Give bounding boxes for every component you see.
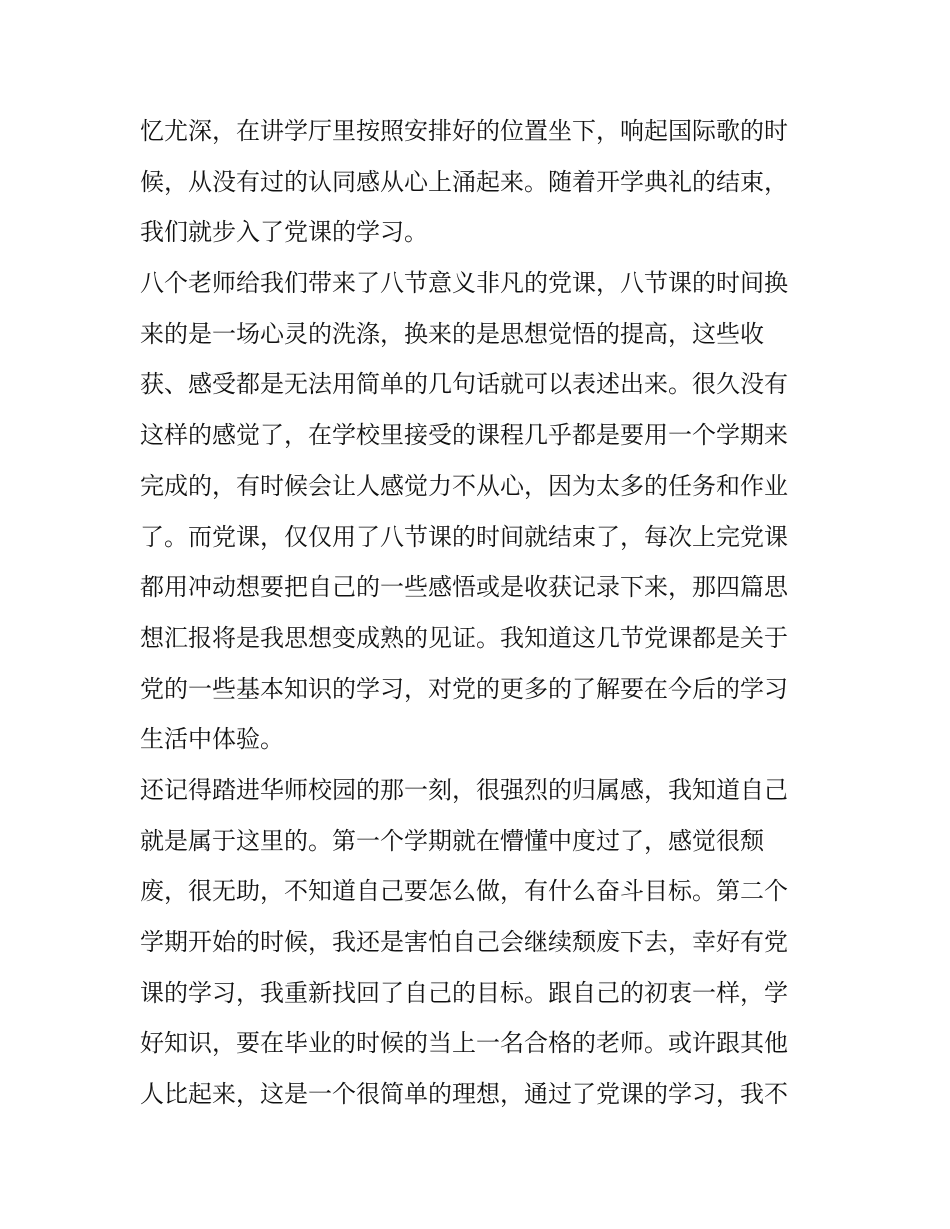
text-line: 候，从没有过的认同感从心上涌起来。随着开学典礼的结束， [140, 167, 788, 196]
text-line: 人比起来，这是一个很简单的理想，通过了党课的学习，我不 [140, 1080, 788, 1109]
text-line: 好知识，要在毕业的时候的当上一名合格的老师。或许跟其他 [140, 1029, 788, 1058]
text-line: 了。而党课，仅仅用了八节课的时间就结束了，每次上完党课 [140, 522, 788, 551]
text-line: 我们就步入了党课的学习。 [140, 218, 428, 247]
text-line: 学期开始的时候，我还是害怕自己会继续颓废下去，幸好有党 [140, 928, 788, 956]
body-text [140, 106, 820, 1120]
text-line: 课的学习，我重新找回了自己的目标。跟自己的初衷一样，学 [140, 978, 788, 1007]
text-line: 获、感受都是无法用简单的几句话就可以表述出来。很久没有 [140, 370, 788, 399]
text-line: 完成的，有时候会让人感觉力不从心，因为太多的任务和作业 [140, 471, 788, 500]
text-line: 八个老师给我们带来了八节意义非凡的党课，八节课的时间换 [140, 269, 788, 298]
text-line: 党的一些基本知识的学习，对党的更多的了解要在今后的学习 [140, 674, 788, 703]
text-line: 想汇报将是我思想变成熟的见证。我知道这几节党课都是关于 [140, 623, 788, 652]
text-line: 就是属于这里的。第一个学期就在懵懂中度过了，感觉很颓 [140, 826, 764, 855]
text-line: 还记得踏进华师校园的那一刻，很强烈的归属感，我知道自己 [140, 775, 788, 804]
text-line: 都用冲动想要把自己的一些感悟或是收获记录下来，那四篇思 [140, 573, 788, 602]
text-line: 来的是一场心灵的洗涤，换来的是思想觉悟的提高，这些收 [140, 319, 764, 348]
text-line: 废，很无助，不知道自己要怎么做，有什么奋斗目标。第二个 [140, 877, 788, 906]
text-line: 生活中体验。 [140, 725, 284, 754]
text-line: 忆尤深，在讲学厅里按照安排好的位置坐下，响起国际歌的时 [140, 117, 788, 145]
text-line: 这样的感觉了，在学校里接受的课程几乎都是要用一个学期来 [140, 421, 788, 450]
